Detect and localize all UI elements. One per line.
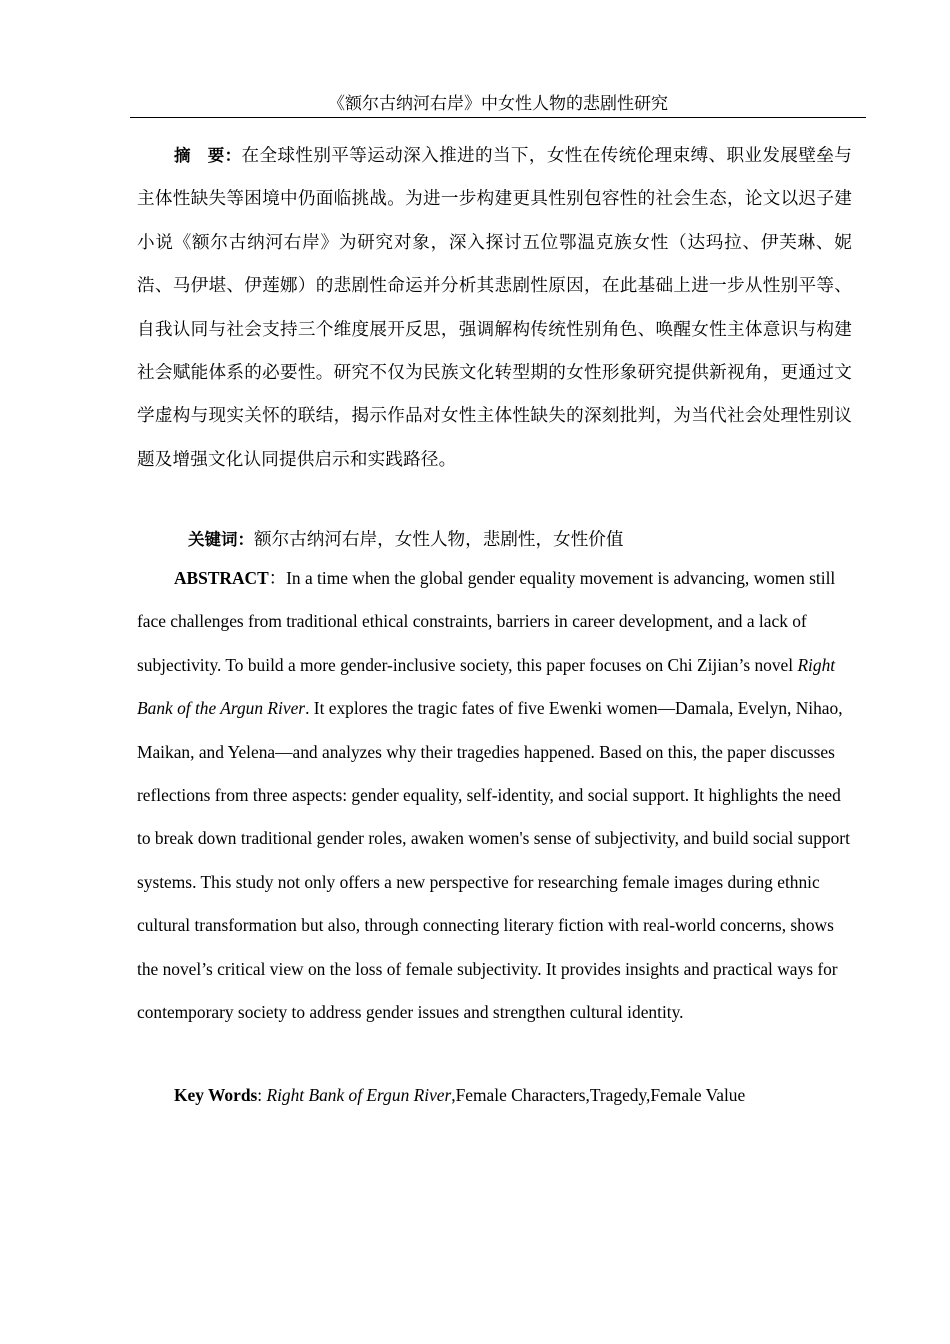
english-keywords-rest: ,Female Characters,Tragedy,Female Value [451, 1085, 746, 1105]
english-abstract [137, 557, 855, 1034]
english-keywords-title: Right Bank of Ergun River [266, 1085, 452, 1105]
english-abstract-label: ABSTRACT [174, 568, 269, 588]
english-abstract-text-part1: In a time when the global gender equality movement is advancing, women still face challenges from traditional ethical constraints, barriers in career development, and a lack of subjectivity. To build a more gender-inclusive society, this paper focuses on Chi Zijian’s novel [137, 568, 836, 675]
english-keywords-colon: : [257, 1085, 267, 1105]
chinese-abstract [137, 134, 852, 481]
chinese-keywords-label: 关键词 [188, 530, 238, 549]
english-keywords [174, 1078, 745, 1112]
english-abstract-text-part2: . It explores the tragic fates of five Ewenki women—Damala, Evelyn, Nihao, Maikan, and Yelena—and analyzes why their tragedies happened. Based on this, the paper discusses reflections from three aspects: gender equality, self-identity, and social support. It highlights the need to break down traditional gender roles, awaken women's sense of subjectivity, and build social support systems. This study not only offers a new perspective for researching female images during ethnic cultural transformation but also, through connecting literary fiction with real-world concerns, shows the novel’s critical view on the loss of female subjectivity. It provides insights and practical ways for contemporary society to address gender issues and strengthen cultural identity. [137, 698, 850, 1023]
english-abstract-novel-title: Right Bank of the Argun River [137, 654, 836, 719]
chinese-abstract-text: 在全球性别平等运动深入推进的当下，女性在传统伦理束缚、职业发展壁垒与主体性缺失等困境中仍面临挑战。为进一步构建更具性别包容性的社会生态，论文以迟子建小说《额尔古纳河右岸》为研究对象，深入探讨五位鄂温克族女性（达玛拉、伊芙琳、妮浩、马伊堪、伊莲娜）的悲剧性命运并分析其悲剧性原因，在此基础上进一步从性别平等、自我认同与社会支持三个维度展开反思，强调解构传统性别角色、唤醒女性主体意识与构建社会赋能体系的必要性。研究不仅为民族文化转型期的女性形象研究提供新视角，更通过文学虚构与现实关怀的联结，揭示作品对女性主体性缺失的深刻批判，为当代社会处理性别议题及增强文化认同提供启示和实践路径。 [137, 145, 852, 469]
chinese-keywords-text: 额尔古纳河右岸，女性人物，悲剧性，女性价值 [254, 529, 624, 549]
english-keywords-label: Key Words [174, 1085, 258, 1105]
chinese-abstract-colon: ： [224, 146, 242, 165]
english-abstract-colon: ： [268, 568, 287, 588]
chinese-keywords-colon: ： [237, 530, 254, 549]
running-header-title: 《额尔古纳河右岸》中女性人物的悲剧性研究 [328, 94, 668, 113]
header-divider [130, 117, 866, 118]
chinese-abstract-label: 摘 要 [174, 146, 225, 165]
chinese-keywords [188, 522, 623, 557]
